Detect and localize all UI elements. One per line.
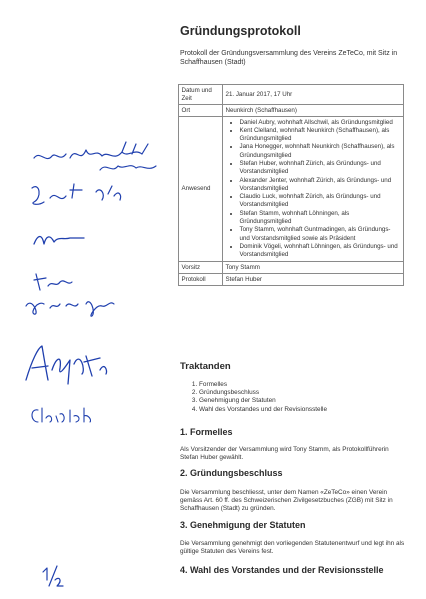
table-row — [179, 274, 404, 286]
signature-column — [0, 0, 175, 599]
table-row — [179, 117, 404, 262]
signature-3 — [30, 226, 90, 252]
datum-label: Datum und Zeit — [179, 85, 223, 105]
list-item: 3. Genehmigung der Statuten — [199, 397, 327, 405]
signature-7 — [26, 402, 106, 428]
signature-stroke — [32, 408, 91, 422]
list-item: 1. Formelles — [199, 381, 327, 389]
list-item: • Tony Stamm, wohnhaft Guntmadingen, als Gründungs- und Vorstandsmitglied sowie als Präsident — [240, 226, 401, 243]
list-item: • Claudio Luck, wohnhaft Zürich, als Gründungs- und Vorstandsmitglied — [240, 193, 401, 210]
list-item: • Daniel Aubry, wohnhaft Allschwil, als Gründungsmitglied — [240, 119, 401, 127]
table-row — [179, 85, 404, 105]
meeting-info-table — [178, 84, 404, 286]
attendee-list — [226, 119, 401, 260]
protokoll-label: Protokoll — [179, 274, 223, 286]
handwritten-page-number — [39, 562, 65, 590]
signature-6 — [22, 340, 112, 390]
anwesend-label: Anwesend — [179, 117, 223, 262]
vorsitz-label: Vorsitz — [179, 262, 223, 274]
page-title: Gründungsprotokoll — [180, 24, 301, 38]
list-item: • Dominik Vögeli, wohnhaft Löhningen, als Gründungs- und Vorstandsmitglied — [240, 243, 401, 260]
signature-2 — [26, 178, 126, 212]
list-item: • Stefan Stamm, wohnhaft Löhningen, als Gründungsmitglied — [240, 210, 401, 227]
traktanden-heading: Traktanden — [180, 361, 231, 372]
list-item: 2. Gründungsbeschluss — [199, 389, 327, 397]
anwesend-value — [223, 117, 404, 262]
section-heading-gruendungsbeschluss: 2. Gründungsbeschluss — [180, 468, 283, 478]
table-row — [179, 262, 404, 274]
table-row — [179, 105, 404, 117]
agenda-list — [192, 381, 327, 414]
signature-stroke — [34, 237, 84, 245]
signature-stroke — [43, 566, 63, 586]
datum-value: 21. Januar 2017, 17 Uhr — [223, 85, 404, 105]
protokoll-value: Stefan Huber — [223, 274, 404, 286]
ort-value: Neunkirch (Schaffhausen) — [223, 105, 404, 117]
page-subtitle: Protokoll der Gründungsversammlung des Vereins ZeTeCo, mit Sitz in Schaffhausen (Stadt) — [180, 50, 398, 66]
list-item: 4. Wahl des Vorstandes und der Revisionsstelle — [199, 406, 327, 414]
list-item: • Jana Honegger, wohnhaft Neunkirch (Schaffhausen), als Gründungsmitglied — [240, 143, 401, 160]
list-item: • Stefan Huber, wohnhaft Zürich, als Gründungs- und Vorstandsmitglied — [240, 160, 401, 177]
ort-label: Ort — [179, 105, 223, 117]
section-text-formelles: Als Vorsitzender der Versammlung wird Tony Stamm, als Protokollführerin Stefan Huber gewählt. — [180, 446, 389, 462]
signature-stroke — [34, 142, 148, 159]
section-heading-formelles: 1. Formelles — [180, 427, 233, 437]
section-heading-statuten: 3. Genehmigung der Statuten — [180, 520, 306, 530]
signature-1 — [30, 140, 170, 180]
section-text-statuten: Die Versammlung genehmigt den vorliegenden Statutenentwurf und legt ihn als gültige Statuten des Vereins fest. — [180, 540, 405, 556]
vorsitz-value: Tony Stamm — [223, 262, 404, 274]
list-item: • Kent Clelland, wohnhaft Neunkirch (Schaffhausen), als Gründungsmitglied — [240, 127, 401, 144]
signature-stroke — [32, 184, 121, 204]
section-heading-wahl: 4. Wahl des Vorstandes und der Revisionsstelle — [180, 565, 384, 575]
signature-stroke — [26, 346, 107, 384]
signature-stroke — [34, 274, 72, 290]
signature-stroke — [26, 302, 114, 316]
list-item: • Alexander Jenter, wohnhaft Zürich, als Gründungs- und Vorstandsmitglied — [240, 177, 401, 194]
signature-stroke — [100, 166, 156, 170]
signature-5 — [22, 290, 142, 322]
section-text-gruendungsbeschluss: Die Versammlung beschliesst, unter dem Namen «ZeTeCo» einen Verein gemäss Art. 60 ff. des Schweizerischen Zivilgesetzbuches (ZGB) mit Sitz in Schaffhausen (Stadt) zu gründen. — [180, 489, 393, 513]
